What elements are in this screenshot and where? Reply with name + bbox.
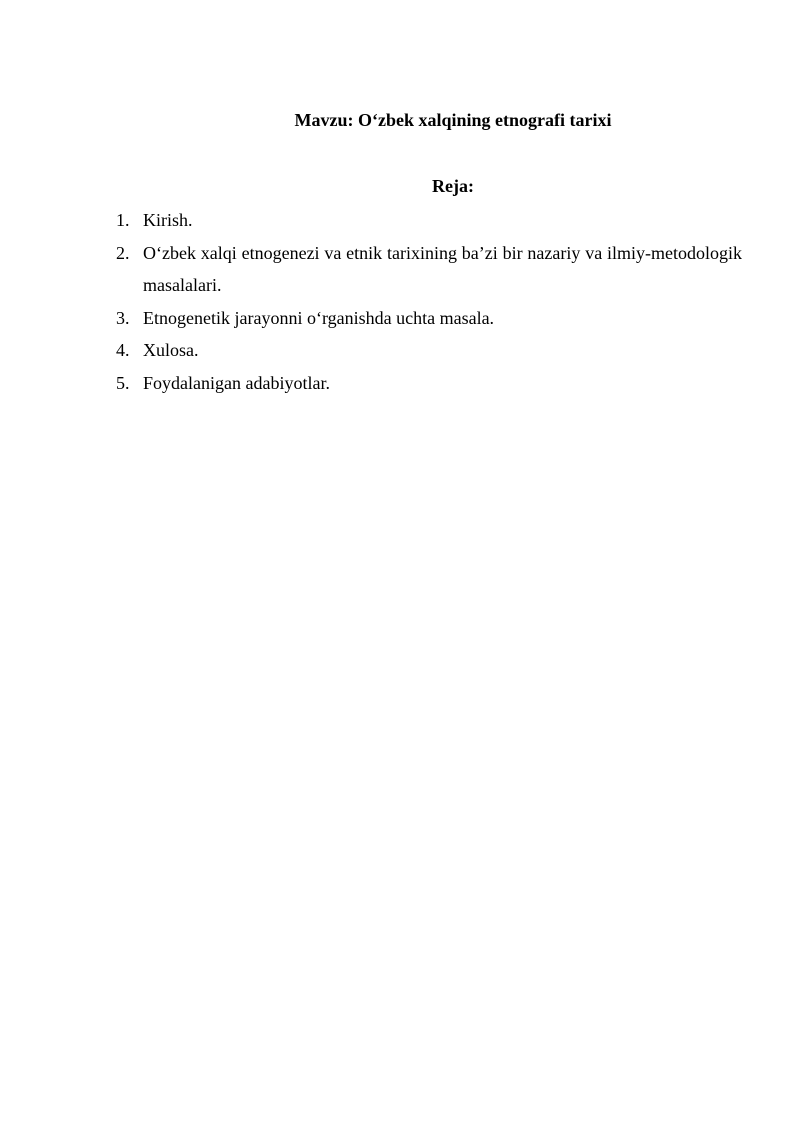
list-item-text: Etnogenetik jarayonni o‘rganishda uchta masala. xyxy=(143,307,495,328)
list-item-number: 2. xyxy=(116,242,130,263)
list-item-text: Kirish. xyxy=(143,210,193,230)
list-item xyxy=(116,204,742,237)
plan-heading: Reja: xyxy=(432,176,474,196)
list-item-number: 3. xyxy=(116,307,130,328)
document-title: Mavzu: O‘zbek xalqining etnografi tarixi xyxy=(294,110,612,130)
plan-list xyxy=(116,204,742,399)
list-item xyxy=(116,302,742,335)
list-item xyxy=(116,367,742,400)
list-item-number: 1. xyxy=(116,210,130,230)
list-item xyxy=(116,237,742,302)
list-item-number: 4. xyxy=(116,340,130,360)
list-item-number: 5. xyxy=(116,372,130,393)
list-item-text: O‘zbek xalqi etnogenezi va etnik tarixining ba’zi bir nazariy va ilmiy-metodologik masalalari. xyxy=(143,242,742,295)
list-item-text: Xulosa. xyxy=(143,340,199,360)
list-item-text: Foydalanigan adabiyotlar. xyxy=(143,372,330,393)
list-item xyxy=(116,334,742,367)
